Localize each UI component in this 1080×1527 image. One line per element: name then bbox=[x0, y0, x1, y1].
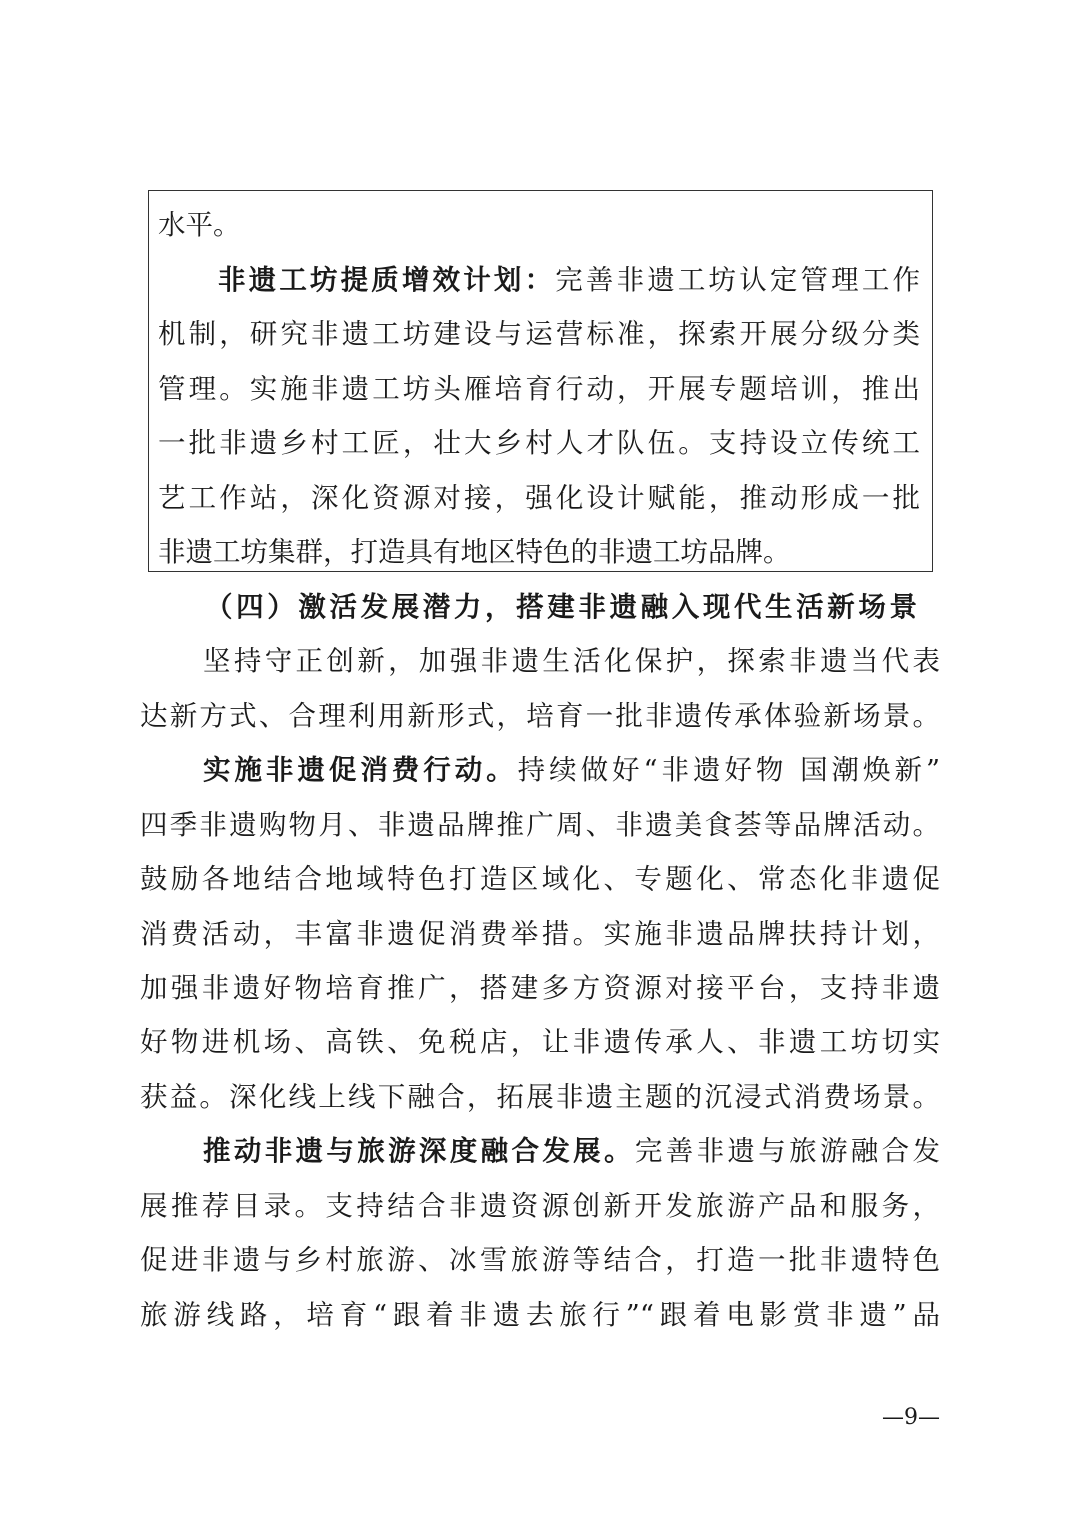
p2-line-1 bbox=[203, 743, 940, 797]
p3-line-1 bbox=[203, 1124, 940, 1178]
plan-title: 非遗工坊提质增效计划： bbox=[218, 264, 556, 296]
p3-line-4: 旅游线路，培育“跟着非遗去旅行”“跟着电影赏非遗”品 bbox=[140, 1299, 940, 1331]
box-line-0: 水平。 bbox=[158, 209, 241, 241]
box-line-1-rest: 完善非遗工坊认定管理工作 bbox=[555, 264, 920, 296]
box-line-6: 非遗工坊集群，打造具有地区特色的非遗工坊品牌。 bbox=[158, 536, 791, 568]
page-number: —9— bbox=[882, 1405, 940, 1430]
box-line-3: 管理。实施非遗工坊头雁培育行动，开展专题培训，推出 bbox=[158, 373, 920, 405]
p3-line-1-rest: 完善非遗与旅游融合发 bbox=[634, 1135, 941, 1167]
p3-title: 推动非遗与旅游深度融合发展。 bbox=[203, 1135, 635, 1167]
box-line-1 bbox=[218, 253, 920, 307]
box-line-5: 艺工作站，深化资源对接，强化设计赋能，推动形成一批 bbox=[158, 482, 920, 514]
p2-line-6: 好物进机场、高铁、免税店，让非遗传承人、非遗工坊切实 bbox=[140, 1026, 940, 1058]
box-line-4: 一批非遗乡村工匠，壮大乡村人才队伍。支持设立传统工 bbox=[158, 427, 920, 459]
box-line-2: 机制，研究非遗工坊建设与运营标准，探索开展分级分类 bbox=[158, 318, 920, 350]
p2-line-5: 加强非遗好物培育推广，搭建多方资源对接平台，支持非遗 bbox=[140, 972, 940, 1004]
p3-line-3: 促进非遗与乡村旅游、冰雪旅游等结合，打造一批非遗特色 bbox=[140, 1244, 940, 1276]
p1-line-2: 达新方式、合理利用新形式，培育一批非遗传承体验新场景。 bbox=[140, 700, 940, 732]
p2-line-7: 获益。深化线上线下融合，拓展非遗主题的沉浸式消费场景。 bbox=[140, 1081, 940, 1113]
p2-line-3: 鼓励各地结合地域特色打造区域化、专题化、常态化非遗促 bbox=[140, 863, 940, 895]
section-heading: （四）激活发展潜力，搭建非遗融入现代生活新场景 bbox=[205, 591, 917, 623]
p1-line-1: 坚持守正创新，加强非遗生活化保护，探索非遗当代表 bbox=[203, 645, 940, 677]
p3-line-2: 展推荐目录。支持结合非遗资源创新开发旅游产品和服务， bbox=[140, 1190, 940, 1222]
p2-line-1-rest: 持续做好“非遗好物 国潮焕新” bbox=[517, 754, 941, 786]
p2-line-2: 四季非遗购物月、非遗品牌推广周、非遗美食荟等品牌活动。 bbox=[140, 809, 940, 841]
p2-line-4: 消费活动，丰富非遗促消费举措。实施非遗品牌扶持计划， bbox=[140, 918, 940, 950]
p2-title: 实施非遗促消费行动。 bbox=[203, 754, 518, 786]
